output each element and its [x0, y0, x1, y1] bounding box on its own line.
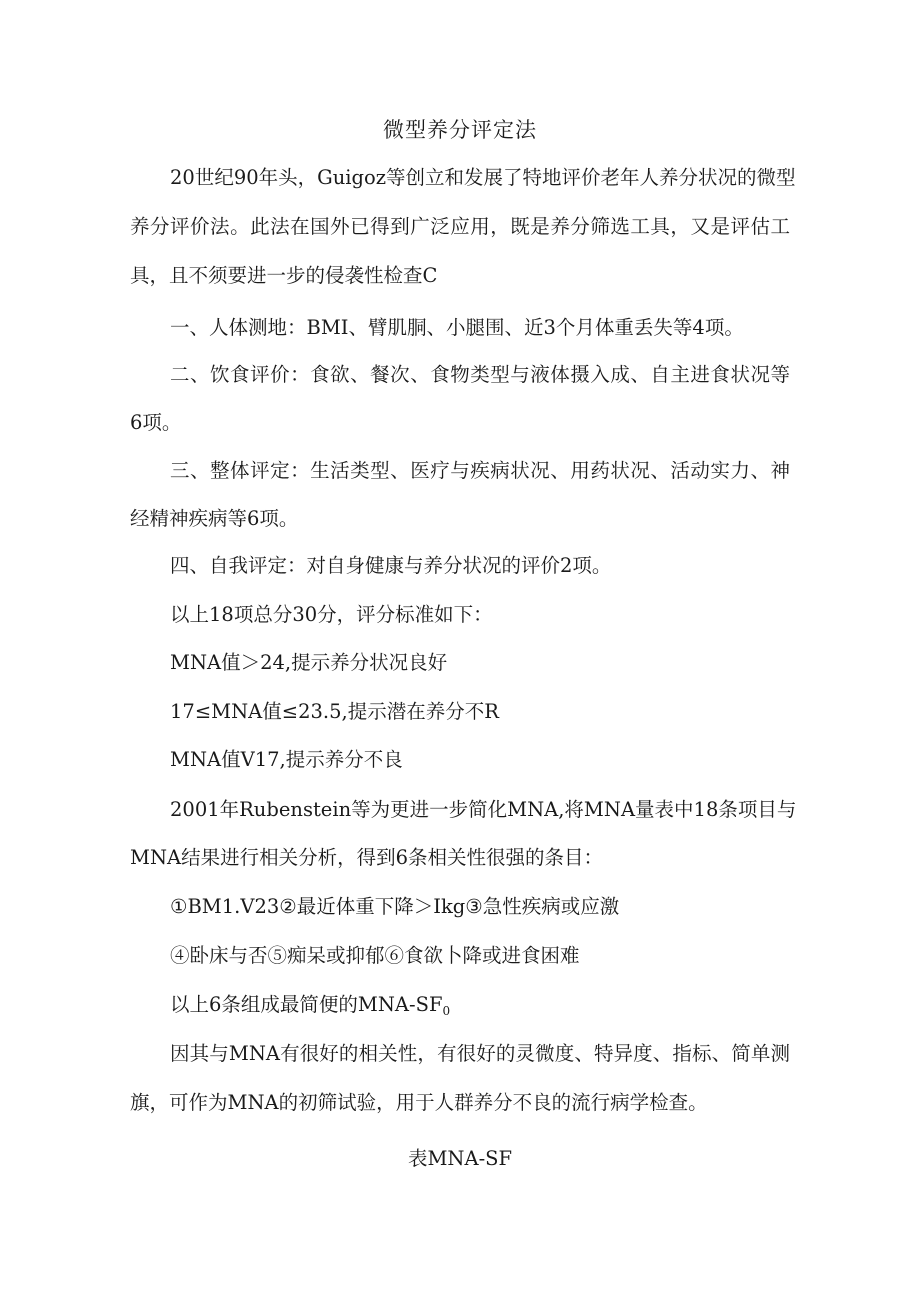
scoring-level-risk: 17≤MNA值≤23.5,提示潜在养分不R [170, 700, 499, 723]
item-2-line-1: 二、饮食评价：食欲、餐次、食物类型与液体摄入成、自主进食状况等 [170, 363, 790, 386]
scoring-intro: 以上18项总分30分，评分标准如下： [170, 603, 493, 626]
sf-benefit-line-2: 旗，可作为MNA的初筛试验，用于人群养分不良的流行病学检查。 [130, 1091, 708, 1114]
sf-compose-text: 以上6条组成最简便的MNA-SF [170, 993, 443, 1016]
scoring-level-poor: MNA值V17,提示养分不良 [170, 748, 403, 771]
item-1: 一、人体测地：BMI、臂肌胴、小腿围、近3个月体重丢失等4项。 [170, 316, 744, 339]
table-caption: 表MNA-SF [407, 1147, 513, 1170]
sf-line-2: MNA结果进行相关分析，得到6条相关性很强的条目： [130, 846, 604, 869]
sf-benefit-line-1: 因其与MNA有很好的相关性，有很好的灵微度、特异度、指标、简单测 [170, 1042, 790, 1065]
item-3-line-1: 三、整体评定：生活类型、医疗与疾病状况、用药状况、活动实力、神 [170, 459, 790, 482]
document-title: 微型养分评定法 [383, 118, 537, 142]
sf-compose-subscript: 0 [442, 1004, 451, 1018]
sf-items-line-2: ④卧床与否⑤痴呆或抑郁⑥食欲卜降或进食困难 [170, 944, 580, 967]
scoring-level-good: MNA值＞24,提示养分状况良好 [170, 651, 448, 674]
item-2-line-2: 6项。 [130, 411, 182, 434]
intro-line-1: 20世纪90年头，Guigoz等创立和发展了特地评价老年人养分状况的微型 [170, 166, 796, 189]
item-4: 四、自我评定：对自身健康与养分状况的评价2项。 [170, 554, 612, 577]
intro-line-2: 养分评价法。此法在国外已得到广泛应用，既是养分筛选工具，又是评估工 [130, 215, 790, 238]
intro-line-3: 具，且不须要进一步的侵袭性检查C [130, 264, 438, 287]
sf-items-line-1: ①BM1.V23②最近体重下降＞Ikg③急性疾病或应激 [170, 895, 620, 918]
sf-compose-line [170, 990, 450, 1026]
item-3-line-2: 经精神疾病等6项。 [130, 507, 299, 530]
sf-line-1: 2001年Rubenstein等为更进一步简化MNA,将MNA量表中18条项目与 [170, 798, 797, 821]
